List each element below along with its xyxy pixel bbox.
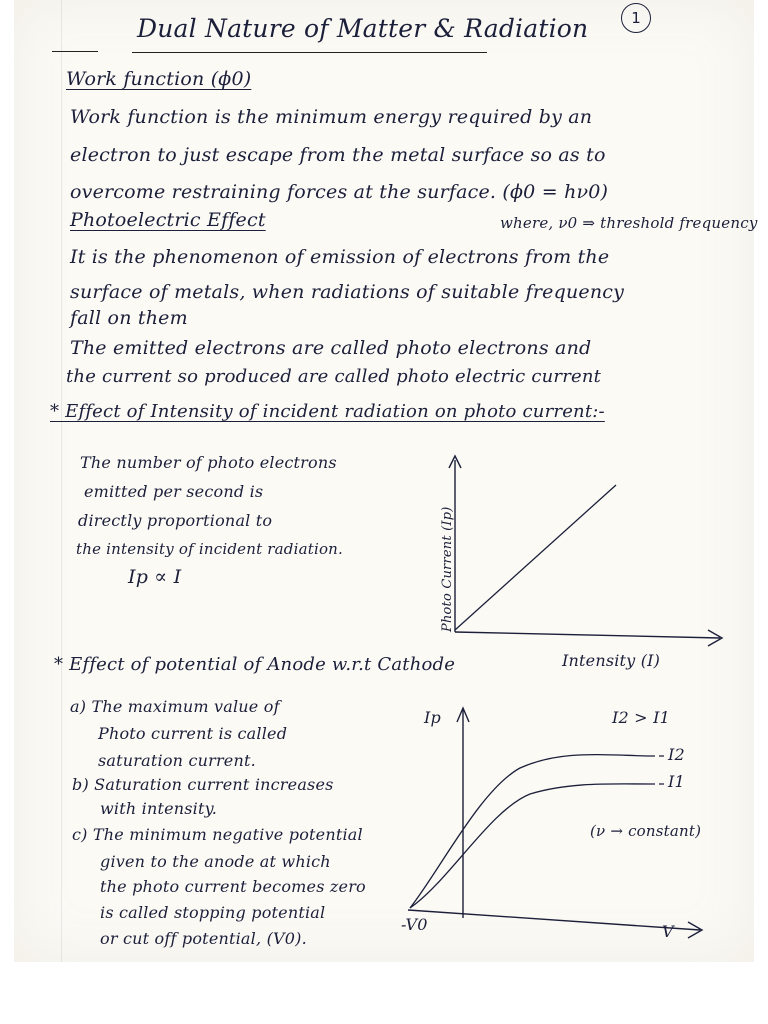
photoelectric-line-4: The emitted electrons are called photo electrons and [70,337,592,359]
work-function-line-2: electron to just escape from the metal surface so as to [70,144,606,166]
intensity-condition: I2 > I1 [612,708,670,727]
potential-point-9: is called stopping potential [100,903,326,922]
intensity-effect-heading: * Effect of Intensity of incident radiation on photo current:- [50,401,605,422]
potential-effect-heading: * Effect of potential of Anode w.r.t Cathode [54,654,456,675]
work-function-line-1: Work function is the minimum energy required by an [70,106,593,128]
photoelectric-heading: Photoelectric Effect [70,209,266,231]
potential-point-10: or cut off potential, (V0). [100,929,307,948]
intensity-graph-x-label: Intensity (I) [562,651,661,670]
potential-point-6: c) The minimum negative potential [72,825,363,844]
intensity-line-4: the intensity of incident radiation. [76,540,344,558]
potential-point-5: with intensity. [100,799,218,818]
potential-point-3: saturation current. [98,751,256,770]
stopping-potential-label: -V0 [401,915,428,934]
page-title: Dual Nature of Matter & Radiation [137,14,589,43]
photoelectric-line-5: the current so produced are called photo electric current [66,366,602,387]
header-dash [52,51,98,52]
potential-graph-x-label: V [662,922,674,941]
page-number: 1 [621,3,651,33]
potential-point-7: given to the anode at which [100,852,331,871]
photoelectric-line-3: fall on them [70,307,188,329]
title-underline [132,52,487,53]
intensity-line-2: emitted per second is [84,482,264,501]
photoelectric-line-1: It is the phenomenon of emission of electrons from the [70,246,610,268]
intensity-graph-y-label: Photo Current (Ip) [440,506,455,632]
threshold-note: where, ν0 ⇒ threshold frequency [500,214,758,232]
label-i2: I2 [668,745,685,764]
label-i1: I1 [668,772,685,791]
proportionality-relation: Ip ∝ I [128,566,182,588]
potential-point-4: b) Saturation current increases [72,775,334,794]
potential-point-1: a) The maximum value of [70,697,280,716]
intensity-line-3: directly proportional to [78,511,273,530]
work-function-line-3: overcome restraining forces at the surface. (ϕ0 = hν0) [70,181,609,203]
constant-frequency-note: (ν → constant) [590,822,702,840]
intensity-line-1: The number of photo electrons [80,453,337,472]
potential-graph-y-label: Ip [424,708,441,727]
photoelectric-line-2: surface of metals, when radiations of suitable frequency [70,281,625,303]
margin-line [61,0,62,962]
work-function-heading: Work function (ϕ0) [66,68,252,90]
potential-point-8: the photo current becomes zero [100,877,366,896]
potential-point-2: Photo current is called [98,724,288,743]
